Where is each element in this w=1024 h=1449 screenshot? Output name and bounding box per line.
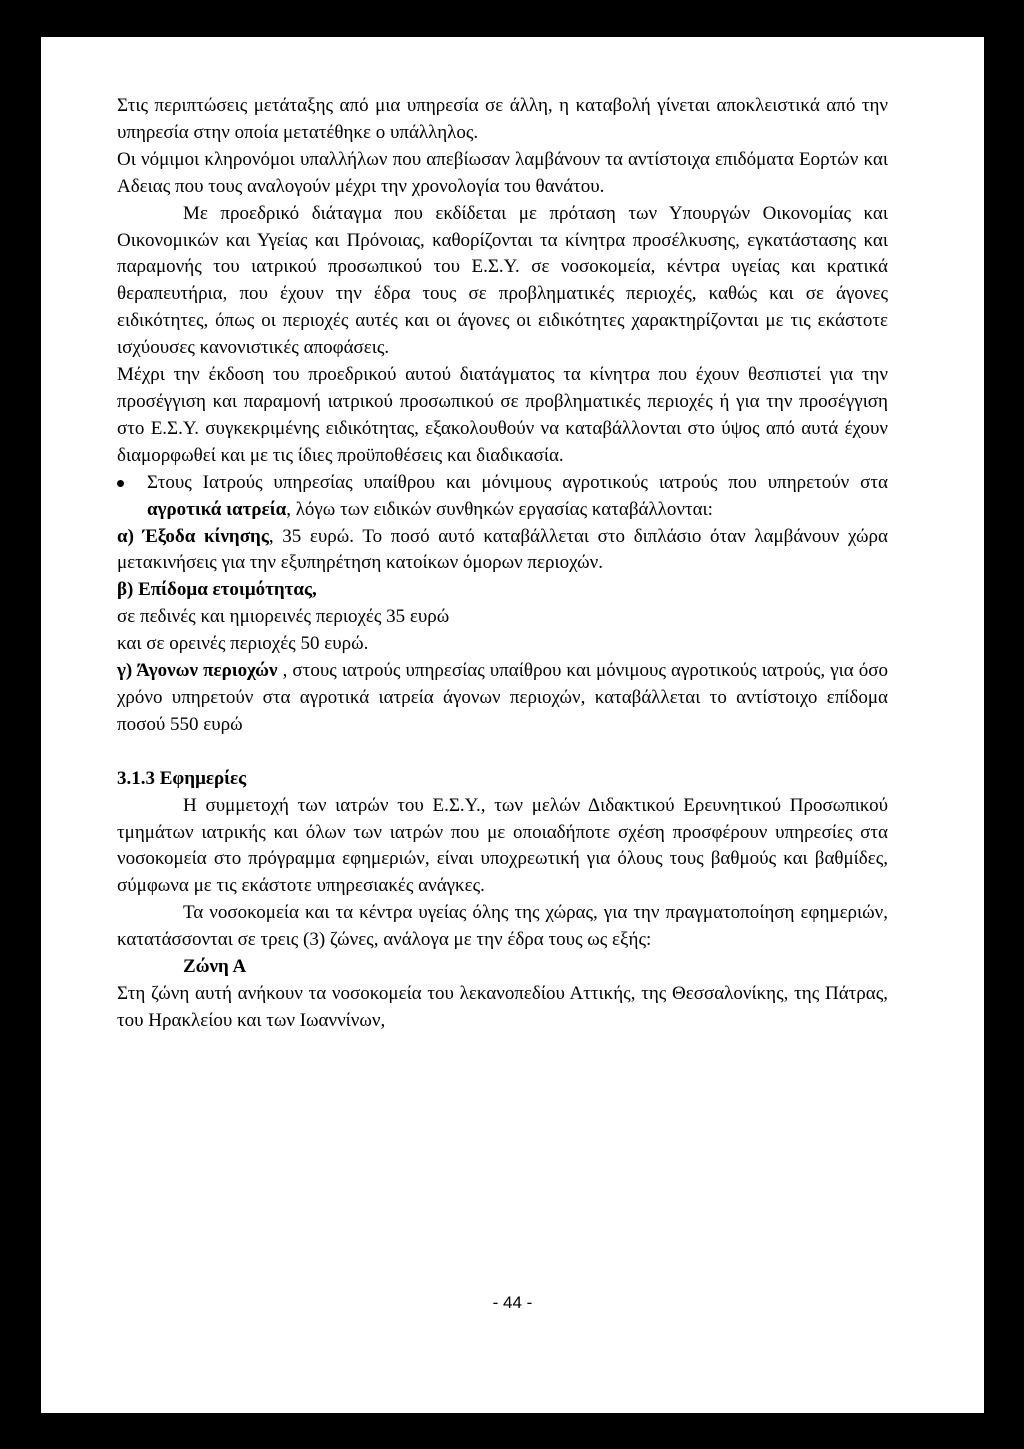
item-c-remote-areas	[117, 658, 888, 739]
item-b-label: β) Επίδομα ετοιμότητας,	[117, 579, 317, 601]
bullet-rural-doctors	[117, 470, 888, 524]
item-c-label: γ) Άγονων περιοχών	[117, 660, 278, 682]
item-a-text: , 35 ευρώ. Το ποσό αυτό καταβάλλεται στο διπλάσιο όταν λαμβάνουν χώρα μετακινήσεις για την εξυπηρέτηση κατοίκων όμορων περιοχών.	[117, 525, 888, 574]
bullet-text-start: Στους Ιατρούς υπηρεσίας υπαίθρου και μόνιμους αγροτικούς ιατρούς που υπηρετούν στα	[147, 471, 888, 493]
paragraph-duty-participation: Η συμμετοχή των ιατρών του Ε.Σ.Υ., των μελών Διδακτικού Ερευνητικού Προσωπικού τμημάτων ιατρικής και όλων των ιατρών που με οποιαδήποτε σχέση προσφέρουν υπηρεσίες στα νοσοκομεία στο πρόγραμμα εφημεριών, είναι υποχρεωτική για όλους τους βαθμούς και βαθμίδες, σύμφωνα με τις εκάστοτε υπηρεσιακές ανάγκες.	[117, 794, 888, 897]
paragraph-zone-a: Στη ζώνη αυτή ανήκουν τα νοσοκομεία του λεκανοπεδίου Αττικής, της Θεσσαλονίκης, της Πάτρας, του Ηρακλείου και των Ιωαννίνων,	[117, 983, 888, 1031]
paragraph-heirs-allowances: Οι νόμιμοι κληρονόμοι υπαλλήλων που απεβίωσαν λαμβάνουν τα αντίστοιχα επιδόματα Εορτών και Αδειας που τους αναλογούν μέχρι την χρονολογία του θανάτου.	[117, 148, 888, 197]
bullet-icon	[117, 480, 124, 487]
zone-a-title-line	[117, 954, 888, 981]
section-heading: 3.1.3 Εφημερίες	[117, 767, 247, 789]
section-heading-line	[117, 766, 888, 793]
document-page	[41, 37, 984, 1413]
item-a-travel-expenses	[117, 524, 888, 578]
section-spacer	[117, 739, 888, 766]
item-b-line-2: και σε ορεινές περιοχές 50 ευρώ.	[117, 633, 369, 655]
item-c-text: , στους ιατρούς υπηρεσίας υπαίθρου και μόνιμους αγροτικούς ιατρούς, για όσο χρόνο υπηρετούν στα αγροτικά ιατρεία άγονων περιοχών, καταβάλλεται το αντίστοιχο επίδομα ποσού 550 ευρώ	[117, 660, 888, 735]
paragraph-incentives-continue: Μέχρι την έκδοση του προεδρικού αυτού διατάγματος τα κίνητρα που έχουν θεσπιστεί για την προσέγγιση και παραμονή ιατρικού προσωπικού σε προβληματικές περιοχές ή για την προσέγγιση στο Ε.Σ.Υ. συγκεκριμένης ειδικότητας, εξακολουθούν να καταβάλλονται στο ύψος από αυτά έχουν διαμορφωθεί και με τις ίδιες προϋποθέσεις και διαδικασία.	[117, 364, 888, 466]
item-b-line-1: σε πεδινές και ημιορεινές περιοχές 35 ευρώ	[117, 606, 450, 628]
item-b-label-line	[117, 577, 888, 604]
paragraph-zones-intro: Τα νοσοκομεία και τα κέντρα υγείας όλης της χώρας, για την πραγματοποίηση εφημεριών, κατατάσσονται σε τρεις (3) ζώνες, ανάλογα με την έδρα τους ως εξής:	[117, 902, 888, 951]
paragraph-presidential-decree: Με προεδρικό διάταγμα που εκδίδεται με πρόταση των Υπουργών Οικονομίας και Οικονομικών και Υγείας και Πρόνοιας, καθορίζονται τα κίνητρα προσέλκυσης, εγκατάστασης και παραμονής του ιατρικού προσωπικού του Ε.Σ.Υ. σε νοσοκομεία, κέντρα υγείας και κρατικά θεραπευτήρια, που έχουν την έδρα τους σε προβληματικές περιοχές, καθώς και σε άγονες ειδικότητες, όπως οι περιοχές αυτές και οι άγονες οι ειδικότητες χαρακτηρίζονται με τις εκάστοτε ισχύουσες κανονιστικές αποφάσεις.	[117, 202, 888, 359]
bullet-bold-term: αγροτικά ιατρεία	[147, 498, 287, 520]
paragraph-transfer-payment: Στις περιπτώσεις μετάταξης από μια υπηρεσία σε άλλη, η καταβολή γίνεται αποκλειστικά από την υπηρεσία στην οποία μετατέθηκε ο υπάλληλος.	[117, 95, 888, 143]
zone-a-title: Ζώνη Α	[183, 956, 247, 978]
page-content	[117, 93, 888, 1035]
page-number: - 44 -	[492, 1293, 533, 1312]
bullet-text-end: , λόγω των ειδικών συνθηκών εργασίας καταβάλλονται:	[286, 498, 713, 520]
item-a-label: α) Έξοδα κίνησης	[117, 525, 269, 547]
